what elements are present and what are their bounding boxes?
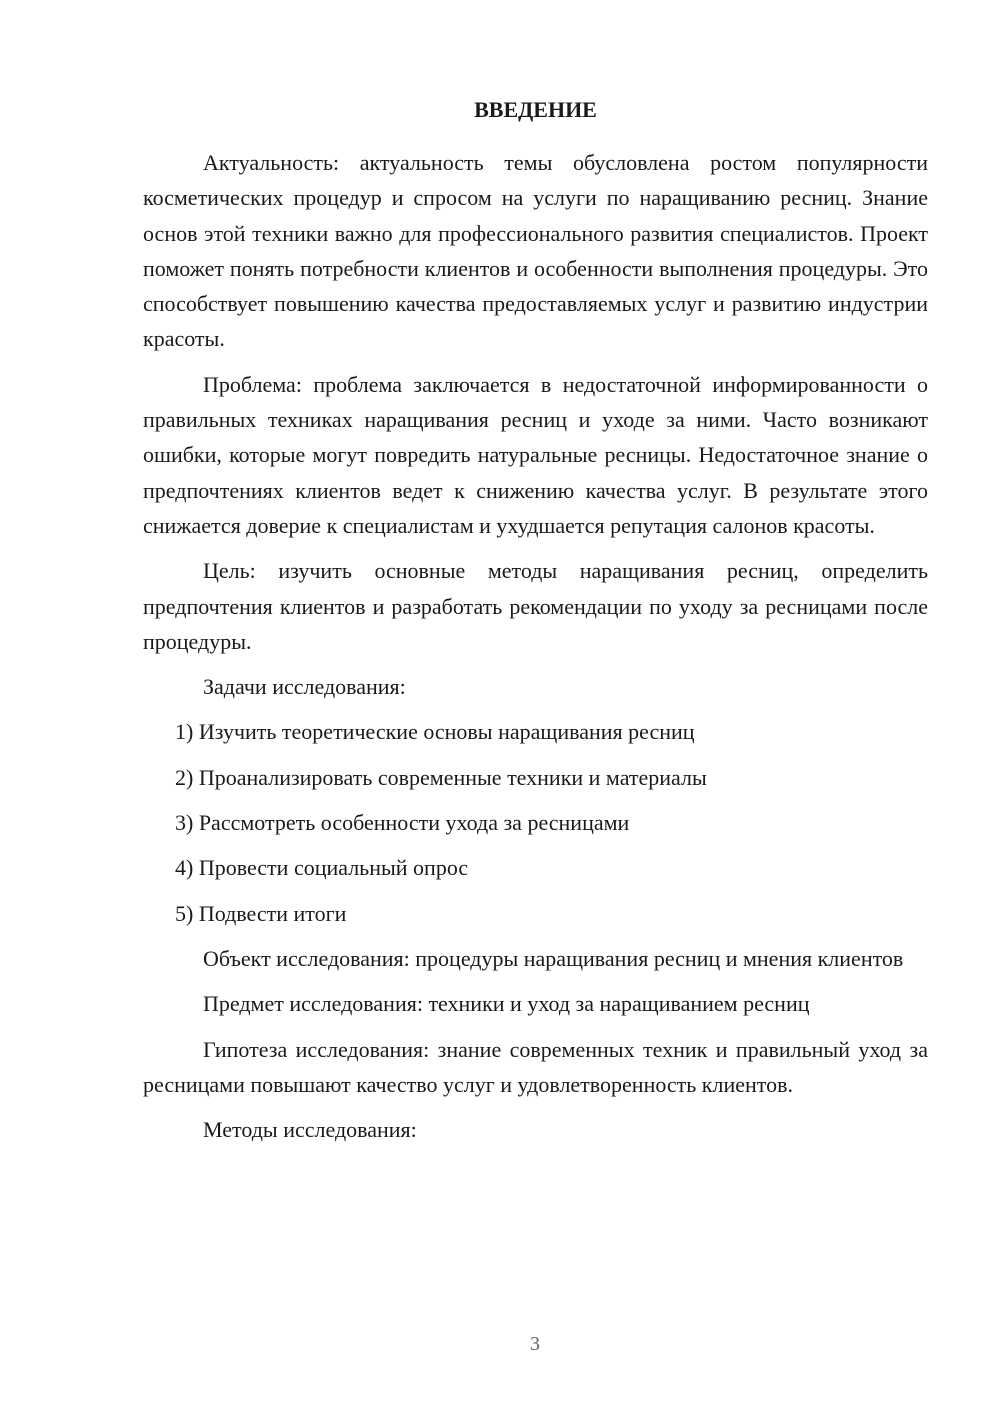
paragraph-subject: Предмет исследования: техники и уход за наращиванием ресниц	[203, 991, 810, 1017]
document-page	[143, 92, 928, 1157]
tasks-heading: Задачи исследования:	[203, 674, 406, 700]
page-number: 3	[530, 1333, 540, 1355]
paragraph-problem: Проблема: проблема заключается в недостаточной информированности о правильных техниках наращивания ресниц и уходе за ними. Часто возникают ошибки, которые могут повредить натуральные ресницы. Недостаточное знание о предпочтениях клиентов ведет к снижению качества услуг. В результате этого снижается доверие к специалистам и ухудшается репутация салонов красоты.	[143, 371, 928, 538]
page-title: ВВЕДЕНИЕ	[474, 97, 597, 122]
list-item: 2) Проанализировать современные техники и материалы	[175, 764, 707, 790]
paragraph-goal: Цель: изучить основные методы наращивания ресниц, определить предпочтения клиентов и разработать рекомендации по уходу за ресницами после процедуры.	[143, 558, 928, 654]
tasks-list	[143, 714, 928, 930]
list-item: 5) Подвести итоги	[175, 900, 347, 926]
methods-heading: Методы исследования:	[203, 1117, 417, 1143]
paragraph-hypothesis: Гипотеза исследования: знание современных техник и правильный уход за ресницами повышают качество услуг и удовлетворенность клиентов.	[143, 1036, 928, 1097]
paragraph-object: Объект исследования: процедуры наращивания ресниц и мнения клиентов	[203, 945, 904, 971]
list-item: 3) Рассмотреть особенности ухода за ресницами	[175, 810, 630, 836]
list-item: 4) Провести социальный опрос	[175, 855, 469, 881]
paragraph-relevance: Актуальность: актуальность темы обусловлена ростом популярности косметических процедур и спросом на услуги по наращиванию ресниц. Знание основ этой техники важно для профессионального развития специалистов. Проект поможет понять потребности клиентов и особенности выполнения процедуры. Это способствует повышению качества предоставляемых услуг и развитию индустрии красоты.	[143, 150, 928, 352]
list-item: 1) Изучить теоретические основы наращивания ресниц	[175, 719, 695, 745]
